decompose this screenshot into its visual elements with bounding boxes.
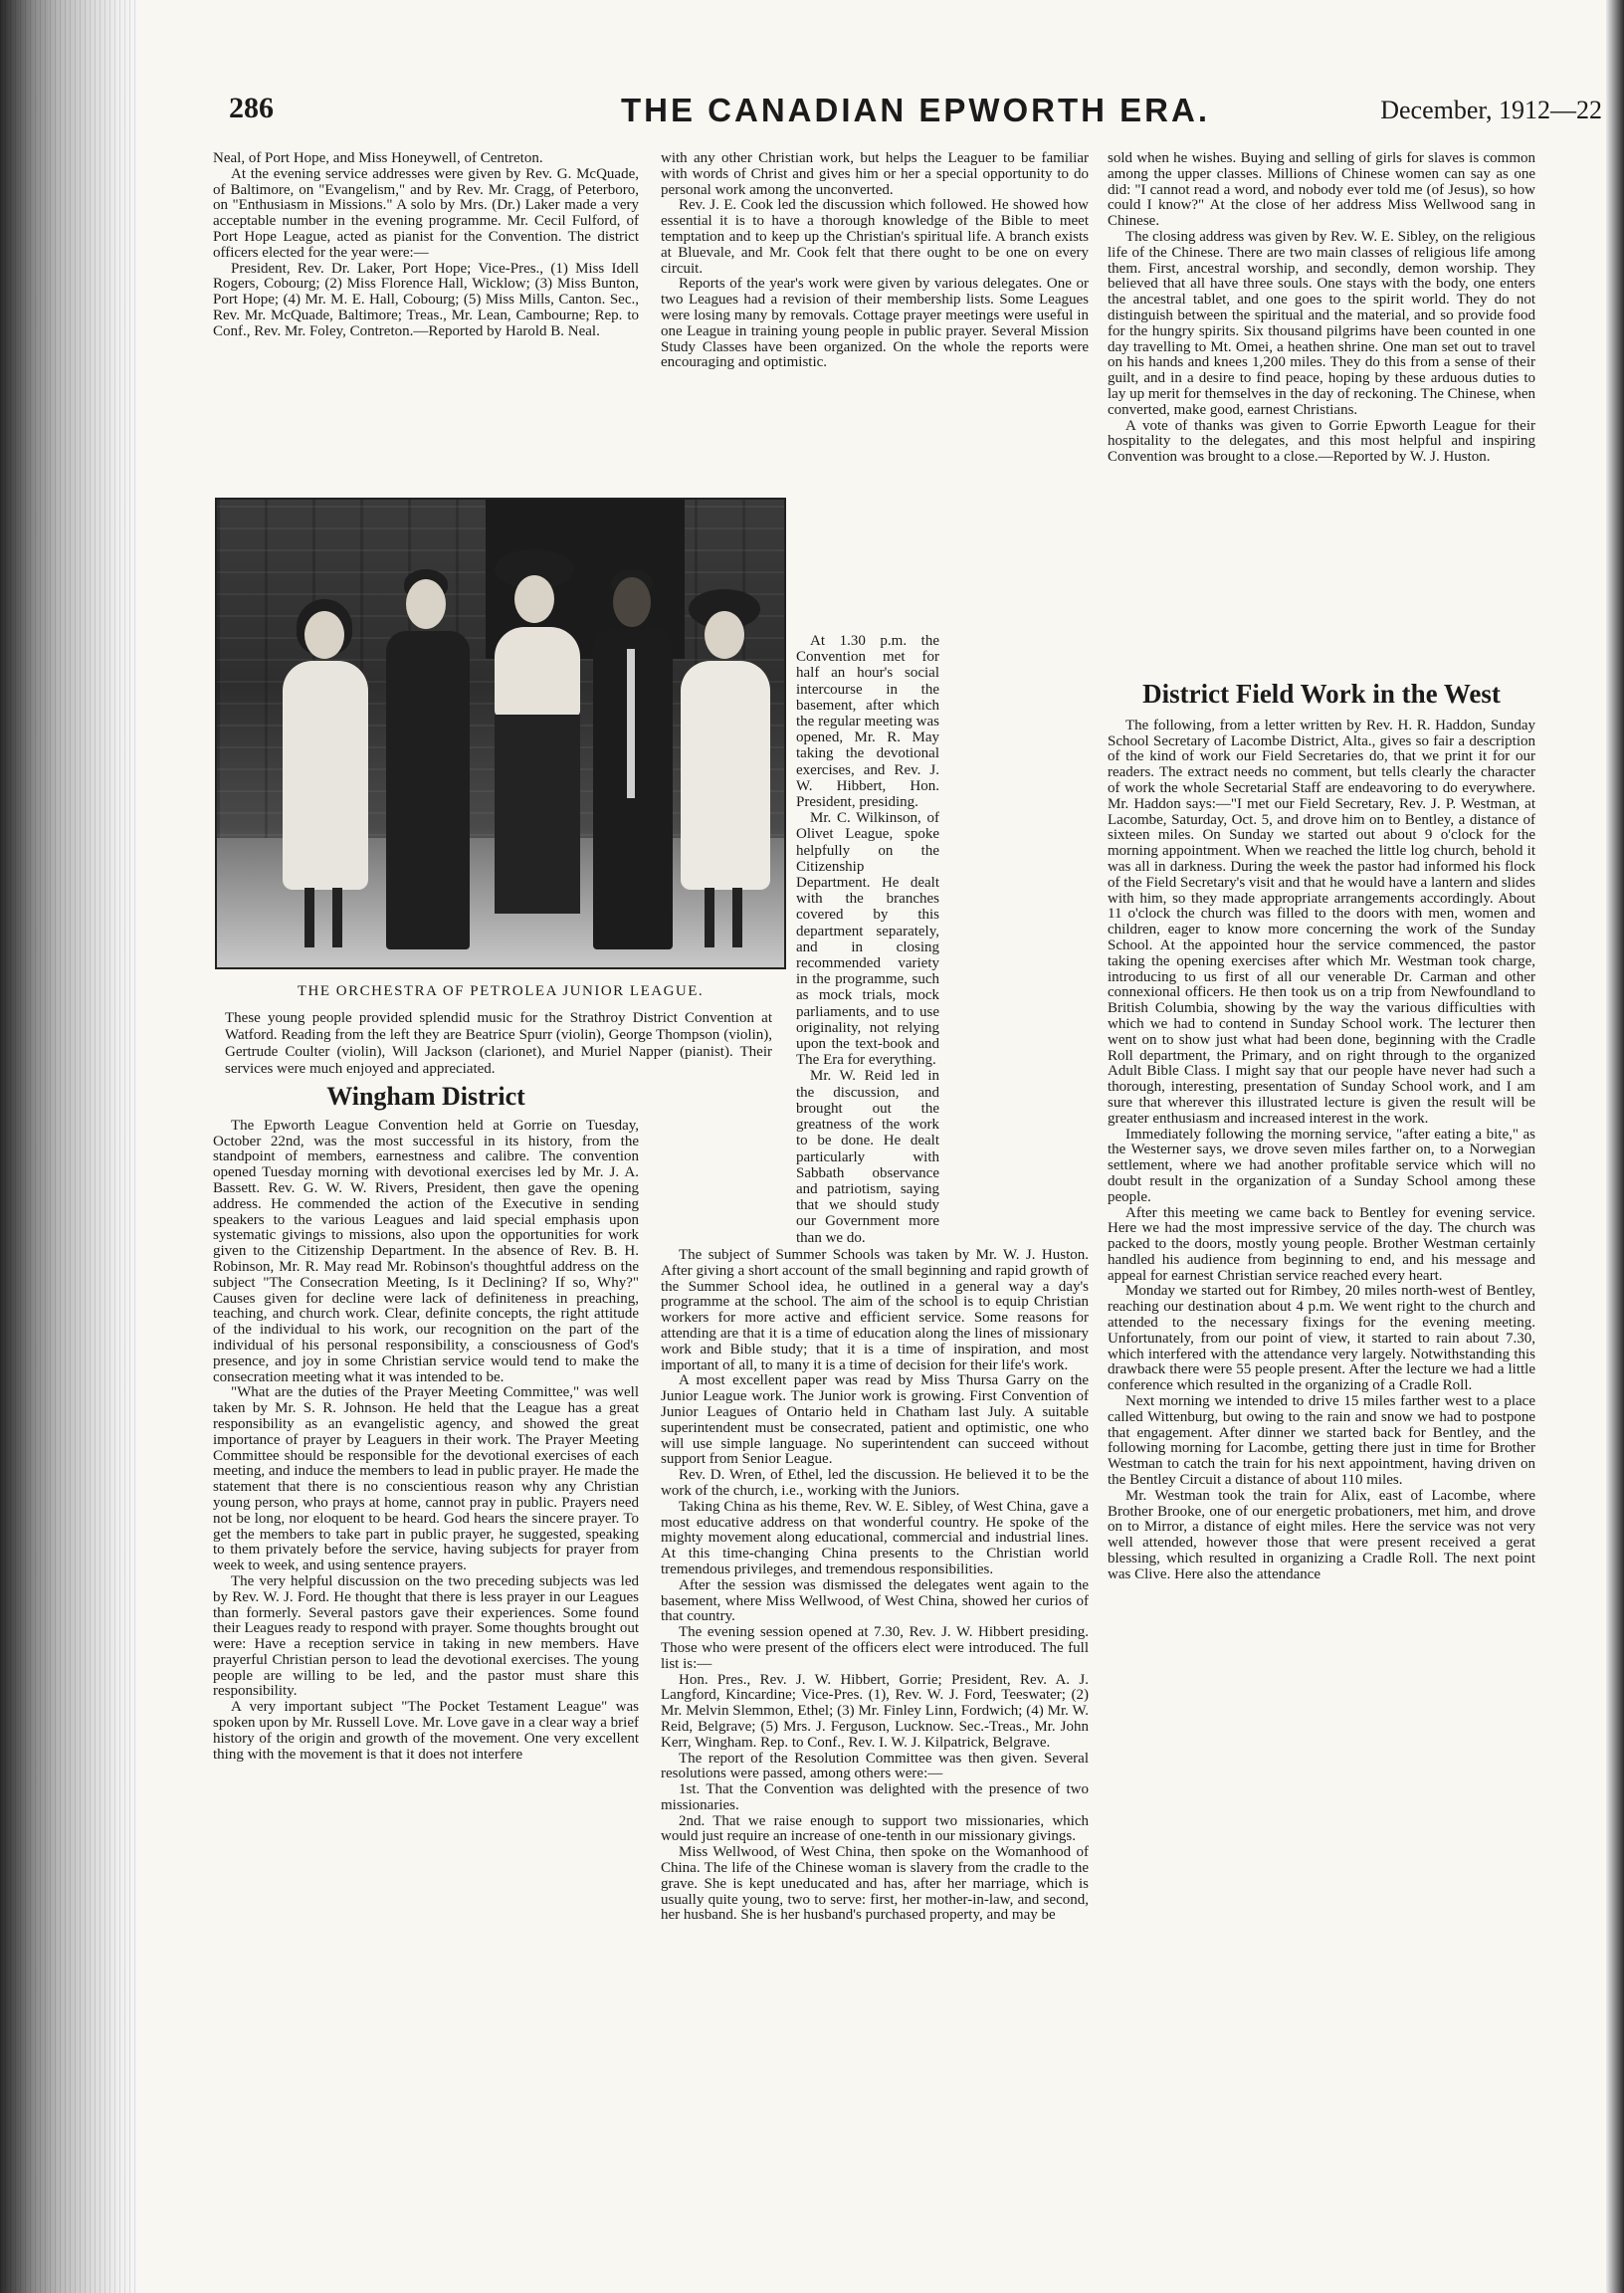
paragraph: Rev. D. Wren, of Ethel, led the discussion. He believed it to be the work of the church, i.e., working with the Juniors. [661,1467,1089,1499]
orchestra-photo [215,498,786,969]
paragraph: A most excellent paper was read by Miss Thursa Garry on the Junior League work. The Junior work is growing. First Convention of Junior Leagues of Ontario held in Chatham last July. A suitable superintendent must be consecrated, patient and optimistic, one who will use simple language. No superintendent can succeed without support from Senior League. [661,1372,1089,1468]
paragraph: At 1.30 p.m. the Convention met for half an hour's social intercourse in the basement, after which the regular meeting was opened, Mr. R. May taking the devotional exercises, and Rev. J. W. Hibbert, Hon. President, presiding. [796,633,939,811]
paragraph: Miss Wellwood, of West China, then spoke on the Womanhood of China. The life of the Chinese woman is slavery from the cradle to the grave. She is kept uneducated and has, after her marriage, which is usually quite young, two to serve: first, her mother-in-law, and second, her husband. She is her husband's purchased property, and may be [661,1844,1089,1924]
paragraph: Rev. J. E. Cook led the discussion which followed. He showed how essential it is to have a thorough knowledge of the Bible to meet temptation and to keep up the Christian's spiritual life. A branch exists at Bluevale, and Mr. Cook felt that there ought to be one on every circuit. [661,197,1089,277]
paragraph: Monday we started out for Rimbey, 20 miles north-west of Bentley, reaching our destination about 4 p.m. We went right to the church and attended to the necessary fixings for the evening meeting. Unfortunately, from our point of view, it started to rain about 7.30, which interfered with the attendance very largely. Notwithstanding this drawback there were 55 people present. After the lecture we had a little conference which resulted in the organizing of a Cradle Roll. [1108,1283,1535,1394]
section-heading: District Field Work in the West [1142,679,1501,709]
paragraph: After this meeting we came back to Bentley for evening service. Here we had the most impressive service of the day. The church was packed to the doors, mostly young people. Brother Westman certainly handled his audience from beginning to end, and his message and appeal for earnest Christian service reached every heart. [1108,1204,1535,1284]
paragraph: Reports of the year's work were given by various delegates. One or two Leagues had a revision of their membership lists. Some Leagues were losing many by removals. Cottage prayer meetings were useful in one League in training young people in public prayer. Several Mission Study Classes have been organized. On the whole the reports were encouraging and optimistic. [661,276,1089,371]
paragraph: Taking China as his theme, Rev. W. E. Sibley, of West China, gave a most educative address on that wonderful country. He spoke of the mighty movement along educational, commercial and industrial lines. At this time-changing China presents to the Christian world tremendous privileges, and tremendous responsibilities. [661,1498,1089,1577]
paragraph: Mr. Westman took the train for Alix, east of Lacombe, where Brother Brooke, one of our energetic probationers, met him, and drove on to Mirror, a distance of eight miles. Here the service was not very well attended, however those that were present received a gerat blessing, which resulted in organizing a Cradle Roll. The next point was Clive. Here also the attendance [1108,1487,1535,1582]
paragraph: Mr. W. Reid led in the discussion, and brought out the greatness of the work to be done. He dealt particularly with Sabbath observance and patriotism, saying that we should study our Government more than we do. [796,1068,939,1246]
paragraph: The following, from a letter written by Rev. H. R. Haddon, Sunday School Secretary of Lacombe District, Alta., gives so fair a description of the kind of work our Field Secretaries do, that we print it for our readers. The extract needs no comment, but tells clearly the character of work the whole Secretarial Staff are endeavoring to do everywhere. Mr. Haddon says:—"I met our Field Secretary, Rev. J. P. Westman, at Lacombe, Saturday, Oct. 5, and drove him on to Bentley, a distance of sixteen miles. On Sunday we started out about 9 o'clock for the morning appointment. When we reached the little log church, behold it was all in darkness. During the week the pastor had informed his flock of the Field Secretary's visit and that he would have a lantern and slides with him, so they made appropriate arrangements accordingly. About 11 o'clock the church was filled to the doors with men, women and children, eager to know more concerning the work of the Sunday School. At the appointed hour the service commenced, the pastor taking the opening exercises after which Mr. Westman took charge, introducing to us first of all our venerable Dr. Carman and other connexional officers. He then took us on a trip from Newfoundland to British Columbia, showing by the way the various difficulties with which we had to contend in Sunday School work. The lecturer then went on to show just what had been done, beginning with the Cradle Roll department, the Primary, and on right through to the organized Adult Bible Class. I might say that our people have never had such a thorough, interesting, presentation of Sunday School work, and I am sure that wherever this illustrated lecture is given the result will be greater enthusiasm and increased interest in the work. [1108,717,1535,1127]
column-1-top [213,151,639,340]
scan-right-edge [1606,0,1624,2293]
photo-caption-title: THE ORCHESTRA OF PETROLEA JUNIOR LEAGUE. [297,983,705,999]
paragraph: A vote of thanks was given to Gorrie Epworth League for their hospitality to the delegates, and this most helpful and inspiring Convention was brought to a close.—Reported by W. J. Huston. [1108,417,1535,466]
officers-list: Hon. Pres., Rev. J. W. Hibbert, Gorrie; President, Rev. A. J. Langford, Kincardine; Vice-Pres. (1), Rev. W. J. Ford, Teeswater; (2) Mr. Melvin Slemmon, Ethel; (3) Mr. Finley Linn, Fordwich; (4) Mr. W. Reid, Belgrave; (5) Mrs. J. Ferguson, Lucknow. Sec.-Treas., Mr. John Kerr, Wingham. Rep. to Conf., Rev. I. W. J. Kilpatrick, Belgrave. [661,1671,1089,1751]
column-2-bottom [661,1248,1089,1924]
paragraph: The closing address was given by Rev. W. E. Sibley, on the religious life of the Chinese. There are two main classes of religious life among them. First, ancestral worship, and secondly, demon worship. They believed that all have three souls. One stays with the body, one enters the ancestral tablet, and one goes to the spirit world. They do not distinguish between the spiritual and the material, and so provide food for the hungry spirits. Six thousand pilgrims have been counted in one day travelling to Mt. Omei, a heathen shrine. One man set out to travel on his hands and knees 1,200 miles. They do this from a sense of their guilt, and in a desire to find peace, hoping by these arduous duties to lay up merit for themselves in the day of reckoning. The Chinese, when converted, make good, earnest Christians. [1108,228,1535,418]
page-header [229,92,1602,131]
paragraph: with any other Christian work, but helps the Leaguer to be familiar with words of Christ and gives him or her a special opportunity to do personal work among the unconverted. [661,150,1089,198]
magazine-page [139,0,1606,2293]
photo-caption: These young people provided splendid music for the Strathroy District Convention at Watford. Reading from the left they are Beatrice Spurr (violin), George Thompson (violin), Gertrude Coulter (violin), Will Jackson (clarionet), and Muriel Napper (pianist). Their services were much enjoyed and appreciated. [225,1010,772,1077]
paragraph: Next morning we intended to drive 15 miles farther west to a place called Wittenburg, but owing to the rain and snow we had to postpone that engagement. After dinner we started back for Bentley, and the following morning for Lacombe, getting there just in time for Brother Westman to catch the train for his next appointment, having driven on the Bentley Circuit a distance of about 110 miles. [1108,1393,1535,1489]
section-heading: Wingham District [326,1082,525,1111]
paragraph: sold when he wishes. Buying and selling of girls for slaves is common among the upper classes. Millions of Chinese women can say as one did: "I cannot read a word, and nobody ever told me (of Jesus), so how could I know?" At the close of her address Miss Wellwood sang in Chinese. [1108,150,1535,230]
paragraph: The very helpful discussion on the two preceding subjects was led by Rev. W. J. Ford. He thought that there is less prayer in our Leagues than formerly. Several pastors gave their experiences. Some found their Leagues ready to respond with prayer. Some thoughts brought out were: Have a reception service in taking in new members. Have prayerful Christian person to lead the devotional exercises. The young people are willing to be led, and the pastor must share this responsibility. [213,1572,639,1700]
paragraph: The evening session opened at 7.30, Rev. J. W. Hibbert presiding. Those who were present of the officers elect were introduced. The full list is:— [661,1624,1089,1672]
paragraph: At the evening service addresses were given by Rev. G. McQuade, of Baltimore, on "Evangelism," and by Rev. Mr. Cragg, of Peterboro, on "Enthusiasm in Missions." A solo by Mrs. (Dr.) Laker made a very acceptable number in the evening programme. Mr. Cecil Fulford, of Port Hope League, acted as pianist for the Convention. The district officers elected for the year were:— [213,165,639,261]
paragraph: After the session was dismissed the delegates went again to the basement, where Miss Wellwood, of West China, showed her curios of that country. [661,1576,1089,1625]
paragraph: "What are the duties of the Prayer Meeting Committee," was well taken by Mr. S. R. Johnson. He held that the League has a great responsibility as an evangelistic agency, and showed the great importance of prayer by Leaguers in their work. The Prayer Meeting Committee should be responsible for the devotional exercises of each meeting, and induce the members to lead in public prayer. He made the statement that there is no conscientious reason why any Christian young person, who prays at home, cannot pray in public. Prayers need not be long, nor eloquent to be heard. God hears the sincere prayer. To get the members to take part in public prayer, he suggested, speaking to them privately before the service, having subjects for prayer from week to week, and using sentence prayers. [213,1384,639,1574]
paragraph: The Epworth League Convention held at Gorrie on Tuesday, October 22nd, was the most successful in its history, from the standpoint of members, earnestness and calibre. The convention opened Tuesday morning with devotional exercises led by Mr. J. A. Bassett. Rev. G. W. W. Rivers, President, then gave the opening address. He commended the action of the Executive in sending speakers to the various Leagues and laid special emphasis upon systematic givings to missions, also upon the opportunities for work given to the Citizenship Department. In the absence of Rev. B. H. Robinson, Mr. R. May read Mr. Robinson's thoughtful address on the subject "The Consecration Meeting, Is it Declining? If so, Why?" Causes given for decline were lack of definiteness in preaching, teaching, and church work. Clear, definite concepts, the right attitude of the individual to his work, our recognition on the part of the individual of his personal responsibility, a consciousness of God's presence, and joy in some Christian service would tend to make the consecration meeting what it was intended to be. [213,1117,639,1385]
officers-list: President, Rev. Dr. Laker, Port Hope; Vice-Pres., (1) Miss Idell Rogers, Cobourg; (2) Miss Florence Hall, Wicklow; (3) Miss Bunton, Port Hope; (4) Mr. M. E. Hall, Cobourg; (5) Miss Mills, Canton. Sec., Rev. Mr. McQuade, Baltimore; Treas., Mr. Lean, Cambourne; Rep. to Conf., Rev. Mr. Foley, Contreton.—Reported by Harold B. Neal. [213,260,639,339]
paragraph: Mr. C. Wilkinson, of Olivet League, spoke helpfully on the Citizenship Department. He dealt with the branches covered by this department separately, and in closing recommended variety in the programme, such as mock trials, mock parliaments, and to use originality, not relying upon the text-book and The Era for everything. [796,810,939,1069]
column-2-beside-photo [796,633,939,1246]
book-binding-edge [0,0,139,2293]
paragraph: The report of the Resolution Committee was then given. Several resolutions were passed, among others were:— [661,1750,1089,1782]
column-2-top [661,151,1089,371]
paragraph: The subject of Summer Schools was taken by Mr. W. J. Huston. After giving a short account of the small beginning and rapid growth of the Summer School idea, he outlined in a general way a day's programme at the school. The aim of the school is to equip Christian workers for more active and efficient service. Some reasons for attending are that it is a time of education along the lines of missionary work and Bible study; that it is a time of inspiration, and most important of all, to many it is a time of decision for their life's work. [661,1247,1089,1373]
paragraph: Immediately following the morning service, "after eating a bite," as the Westerner says, we drove seven miles farther on, to a Norwegian settlement, where we had another profitable service which will no doubt result in the organization of a Sunday School among these people. [1108,1126,1535,1205]
column-3-top [1108,151,1535,466]
paragraph: 2nd. That we raise enough to support two missionaries, which would just require an increase of one-tenth in our missionary givings. [661,1812,1089,1845]
field-work-article [1108,679,1535,1583]
magazine-title: THE CANADIAN EPWORTH ERA. [621,92,1210,128]
wingham-district-article [213,1082,639,1763]
paragraph: A very important subject "The Pocket Testament League" was spoken upon by Mr. Russell Love. Mr. Love gave in a clear way a brief history of the origin and growth of the movement. One very excellent thing with the movement is that it does not interfere [213,1699,639,1763]
issue-date: December, 1912—22 [1380,96,1602,124]
paragraph: Neal, of Port Hope, and Miss Honeywell, of Centreton. [213,150,543,166]
page-number: 286 [229,92,274,124]
paragraph: 1st. That the Convention was delighted with the presence of two missionaries. [661,1781,1089,1813]
